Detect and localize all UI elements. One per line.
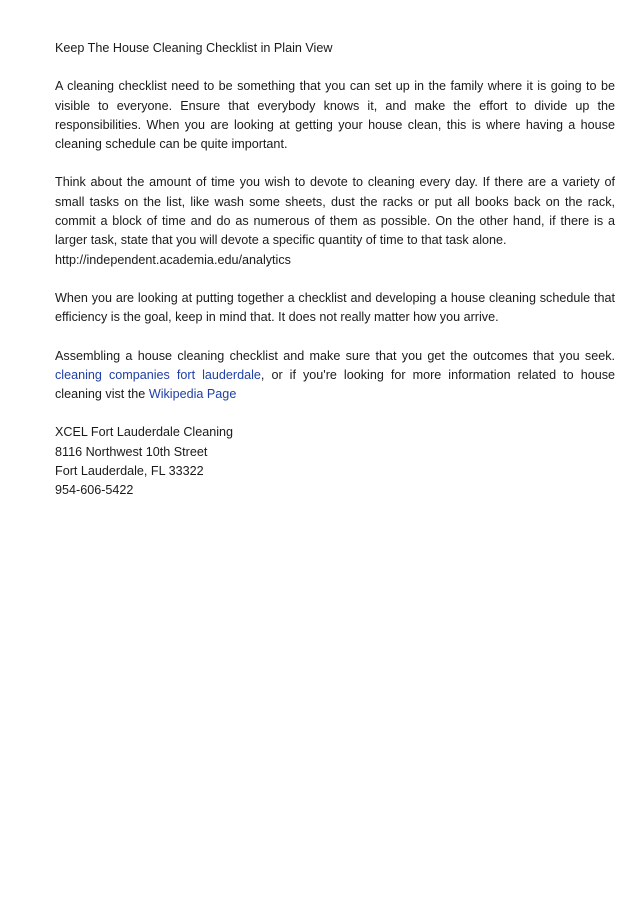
wikipedia-page-link[interactable]: Wikipedia Page <box>148 387 237 402</box>
paragraph-2-url: http://independent.academia.edu/analytics <box>55 252 291 267</box>
paragraph-2-text: Think about the amount of time you wish to devote to cleaning every day. If there are a variety of small tasks on the list, like wash some sheets, dust the racks or put all books back on the rack, commit a block of time and do as numerous of them as possible. On the other hand, if there is a larger task, state that you will devote a specific quantity of time to that task alone. <box>55 175 615 248</box>
document-page <box>55 39 615 501</box>
paragraph-4-text-1: Assembling a house cleaning checklist and make sure that you get the outcomes that you seek. <box>55 348 615 363</box>
company-name: XCEL Fort Lauderdale Cleaning <box>55 425 234 440</box>
phone-number: 954-606-5422 <box>55 483 134 498</box>
cleaning-companies-link[interactable]: cleaning companies fort lauderdale <box>55 367 261 382</box>
paragraph-1: A cleaning checklist need to be something that you can set up in the family where it is going to be visible to everyone. Ensure that everybody knows it, and make the effort to divide up the responsibilities. When you are looking at getting your house clean, this is where having a house cleaning schedule can be quite important. <box>55 79 615 152</box>
city-state-zip: Fort Lauderdale, FL 33322 <box>55 464 204 479</box>
paragraph-3: When you are looking at putting together a checklist and developing a house cleaning schedule that efficiency is the goal, keep in mind that. It does not really matter how you arrive. <box>55 290 615 325</box>
paragraph-4 <box>55 347 615 405</box>
paragraph-4-text-2: , or if you're looking for more information related to house cleaning vist the <box>55 367 616 402</box>
paragraph-2 <box>55 173 615 269</box>
street-address: 8116 Northwest 10th Street <box>55 444 208 459</box>
address-block <box>55 423 615 500</box>
document-title: Keep The House Cleaning Checklist in Plain View <box>55 41 333 55</box>
